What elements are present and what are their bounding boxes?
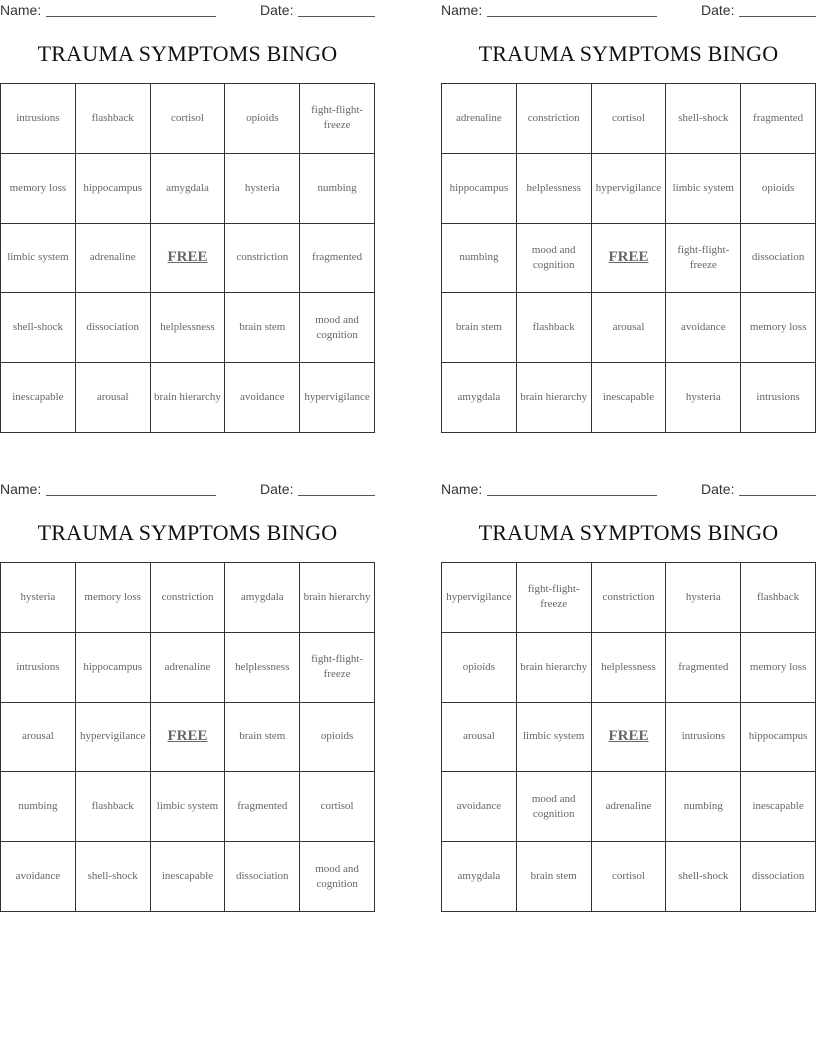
bingo-cell: avoidance: [1, 842, 76, 912]
bingo-cell: brain hierarchy: [151, 363, 226, 433]
date-label: Date:: [701, 481, 735, 497]
bingo-cell: shell-shock: [1, 293, 76, 363]
bingo-cell: brain hierarchy: [517, 633, 592, 703]
bingo-cell: helplessness: [225, 633, 300, 703]
name-blank-line: [487, 495, 657, 496]
bingo-cell: memory loss: [741, 633, 816, 703]
bingo-cell: hypervigilance: [442, 563, 517, 633]
bingo-cell: arousal: [76, 363, 151, 433]
bingo-cell: limbic system: [666, 154, 741, 224]
bingo-cell: adrenaline: [442, 84, 517, 154]
name-blank-line: [487, 16, 657, 17]
bingo-cell: amygdala: [225, 563, 300, 633]
name-label: Name:: [0, 2, 42, 18]
bingo-cell: cortisol: [151, 84, 226, 154]
bingo-cell: inescapable: [741, 772, 816, 842]
bingo-cell: hippocampus: [741, 703, 816, 773]
bingo-cell: flashback: [76, 772, 151, 842]
free-space-cell: FREE: [592, 703, 667, 773]
bingo-cell: numbing: [1, 772, 76, 842]
bingo-cell: flashback: [517, 293, 592, 363]
bingo-cell: mood and cognition: [300, 842, 375, 912]
bingo-cell: fight-flight-freeze: [666, 224, 741, 294]
bingo-cell: memory loss: [741, 293, 816, 363]
bingo-cell: fragmented: [666, 633, 741, 703]
bingo-cell: constriction: [517, 84, 592, 154]
bingo-cell: brain stem: [225, 703, 300, 773]
free-space-cell: FREE: [592, 224, 667, 294]
bingo-cell: hysteria: [666, 363, 741, 433]
bingo-cell: constriction: [592, 563, 667, 633]
bingo-cell: adrenaline: [76, 224, 151, 294]
name-blank-line: [46, 16, 216, 17]
bingo-cell: adrenaline: [592, 772, 667, 842]
bingo-cell: brain stem: [442, 293, 517, 363]
date-blank-line: [739, 495, 816, 496]
bingo-cell: limbic system: [151, 772, 226, 842]
bingo-cell: fight-flight-freeze: [517, 563, 592, 633]
bingo-grid: [0, 562, 375, 912]
bingo-cell: helplessness: [151, 293, 226, 363]
bingo-cell: adrenaline: [151, 633, 226, 703]
card-title: TRAUMA SYMPTOMS BINGO: [37, 520, 338, 545]
name-date-row: [0, 479, 375, 499]
name-blank-line: [46, 495, 216, 496]
bingo-cell: brain hierarchy: [517, 363, 592, 433]
bingo-cell: helplessness: [592, 633, 667, 703]
free-space-cell: FREE: [151, 703, 226, 773]
bingo-cell: numbing: [666, 772, 741, 842]
bingo-cell: cortisol: [592, 84, 667, 154]
card-title: TRAUMA SYMPTOMS BINGO: [478, 520, 779, 545]
name-label: Name:: [0, 481, 42, 497]
bingo-cell: inescapable: [151, 842, 226, 912]
date-blank-line: [739, 16, 816, 17]
bingo-cell: hippocampus: [76, 633, 151, 703]
bingo-cell: inescapable: [592, 363, 667, 433]
bingo-cell: arousal: [592, 293, 667, 363]
bingo-cell: hypervigilance: [76, 703, 151, 773]
bingo-cell: amygdala: [442, 363, 517, 433]
bingo-cell: fragmented: [300, 224, 375, 294]
date-label: Date:: [701, 2, 735, 18]
bingo-cell: mood and cognition: [517, 772, 592, 842]
bingo-cell: avoidance: [666, 293, 741, 363]
bingo-cell: memory loss: [76, 563, 151, 633]
bingo-cell: inescapable: [1, 363, 76, 433]
card-title: TRAUMA SYMPTOMS BINGO: [478, 41, 779, 66]
bingo-grid: [0, 83, 375, 433]
bingo-cell: hypervigilance: [592, 154, 667, 224]
date-label: Date:: [260, 481, 294, 497]
name-date-row: [441, 479, 816, 499]
bingo-cell: numbing: [300, 154, 375, 224]
date-blank-line: [298, 495, 375, 496]
bingo-cell: hippocampus: [442, 154, 517, 224]
bingo-cell: intrusions: [741, 363, 816, 433]
name-label: Name:: [441, 2, 483, 18]
bingo-cell: shell-shock: [666, 842, 741, 912]
bingo-cell: dissociation: [741, 842, 816, 912]
bingo-cell: dissociation: [225, 842, 300, 912]
name-date-row: [441, 0, 816, 20]
bingo-cell: fight-flight-freeze: [300, 84, 375, 154]
bingo-cell: intrusions: [666, 703, 741, 773]
bingo-cell: numbing: [442, 224, 517, 294]
bingo-cell: flashback: [741, 563, 816, 633]
bingo-cell: limbic system: [517, 703, 592, 773]
bingo-cell: hysteria: [1, 563, 76, 633]
bingo-cell: opioids: [225, 84, 300, 154]
bingo-cell: mood and cognition: [300, 293, 375, 363]
bingo-cell: hysteria: [225, 154, 300, 224]
bingo-cell: intrusions: [1, 84, 76, 154]
bingo-cell: amygdala: [151, 154, 226, 224]
bingo-cell: avoidance: [442, 772, 517, 842]
free-space-cell: FREE: [151, 224, 226, 294]
bingo-cell: brain hierarchy: [300, 563, 375, 633]
card-title: TRAUMA SYMPTOMS BINGO: [37, 41, 338, 66]
bingo-cell: memory loss: [1, 154, 76, 224]
bingo-cell: hypervigilance: [300, 363, 375, 433]
bingo-cell: fragmented: [225, 772, 300, 842]
date-blank-line: [298, 16, 375, 17]
bingo-cell: hippocampus: [76, 154, 151, 224]
bingo-cell: brain stem: [517, 842, 592, 912]
bingo-cell: fragmented: [741, 84, 816, 154]
bingo-cell: brain stem: [225, 293, 300, 363]
bingo-cell: mood and cognition: [517, 224, 592, 294]
bingo-cell: helplessness: [517, 154, 592, 224]
bingo-cell: dissociation: [741, 224, 816, 294]
bingo-cell: avoidance: [225, 363, 300, 433]
bingo-cell: intrusions: [1, 633, 76, 703]
bingo-cell: constriction: [225, 224, 300, 294]
bingo-grid: [441, 562, 816, 912]
bingo-cell: hysteria: [666, 563, 741, 633]
bingo-cell: flashback: [76, 84, 151, 154]
bingo-cell: opioids: [442, 633, 517, 703]
bingo-cell: opioids: [741, 154, 816, 224]
name-date-row: [0, 0, 375, 20]
bingo-cell: arousal: [442, 703, 517, 773]
bingo-cell: cortisol: [300, 772, 375, 842]
date-label: Date:: [260, 2, 294, 18]
bingo-cell: dissociation: [76, 293, 151, 363]
bingo-cell: limbic system: [1, 224, 76, 294]
bingo-cell: shell-shock: [76, 842, 151, 912]
name-label: Name:: [441, 481, 483, 497]
bingo-cell: cortisol: [592, 842, 667, 912]
bingo-cell: arousal: [1, 703, 76, 773]
bingo-cell: opioids: [300, 703, 375, 773]
bingo-cell: fight-flight-freeze: [300, 633, 375, 703]
bingo-cell: constriction: [151, 563, 226, 633]
bingo-grid: [441, 83, 816, 433]
bingo-cell: amygdala: [442, 842, 517, 912]
bingo-cell: shell-shock: [666, 84, 741, 154]
